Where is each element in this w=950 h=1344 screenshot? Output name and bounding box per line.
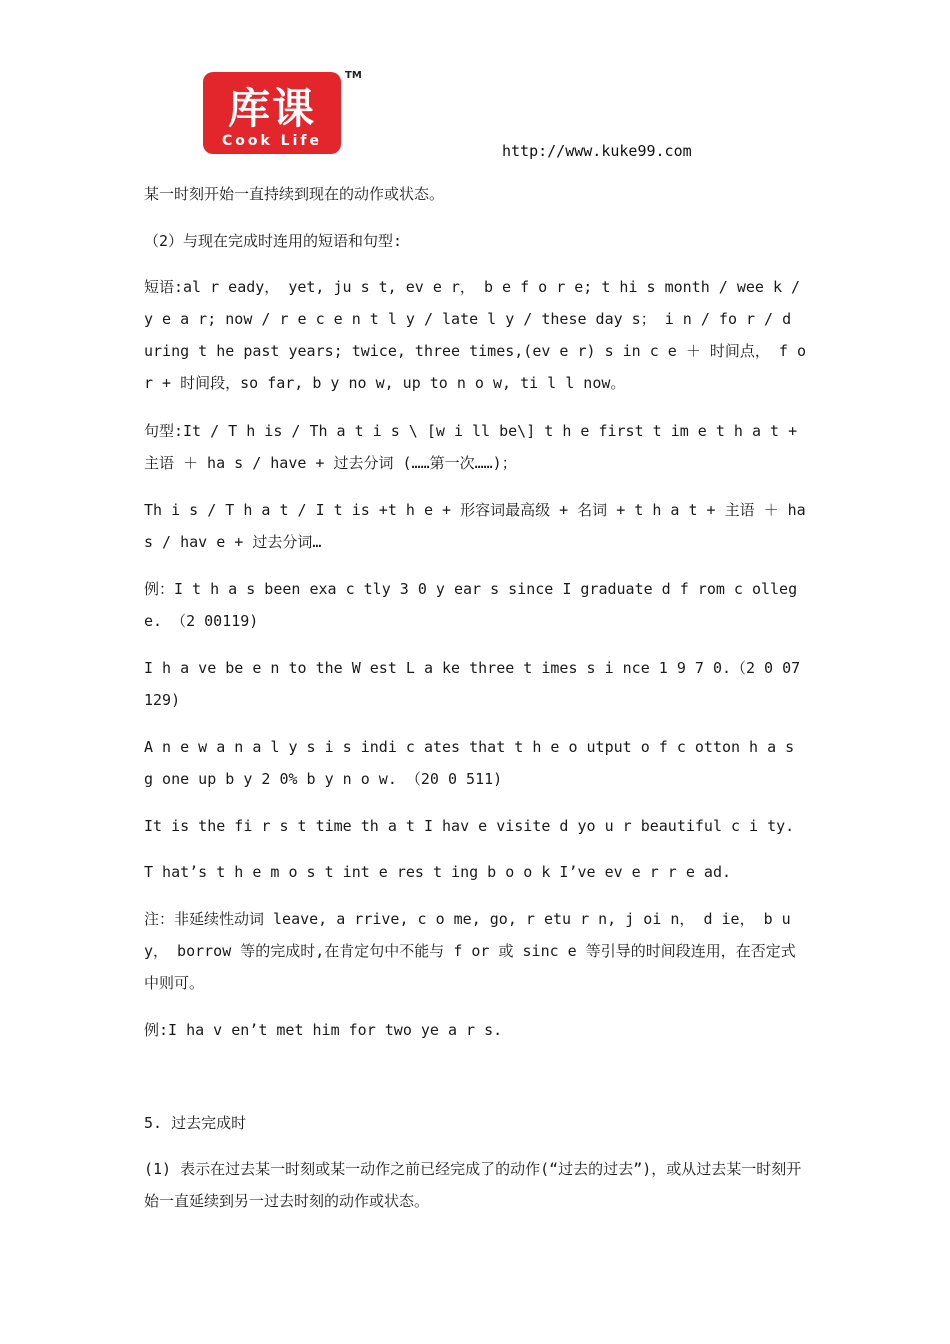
paragraph-example-4: It is the fi r s t time th a t I hav e visite d yo u r beautiful c i ty. bbox=[144, 817, 795, 835]
logo-badge bbox=[203, 72, 341, 154]
logo-english-text: Cook Life bbox=[221, 133, 322, 149]
trademark-mark: TM bbox=[345, 70, 362, 81]
section-heading-past-perfect: 5. 过去完成时 bbox=[144, 1114, 247, 1132]
paragraph-example-6: 例:I ha v en’t met him for two ye a r s. bbox=[144, 1021, 503, 1039]
paragraph-past-perfect-definition: (1) 表示在过去某一时刻或某一动作之前已经完成了的动作(“过去的过去”)，或从过去某一时刻开始一直延续到另一过去时刻的动作或状态。 bbox=[144, 1160, 802, 1210]
paragraph-example-3: A n e w a n a l y s i s indi c ates that t h e o utput o f c otton h a s g one up b y 2 0% b y n o w. （20 0 511) bbox=[144, 738, 795, 788]
paragraph-continuation: 某一时刻开始一直持续到现在的动作或状态。 bbox=[144, 185, 445, 203]
paragraph-example-2: I h a ve be e n to the W est L a ke three t imes s i nce 1 9 7 0.（2 0 07129) bbox=[144, 659, 801, 709]
paragraph-note: 注：非延续性动词 leave, a rrive, c o me, go, r etu r n, j oi n， d ie， b u y， borrow 等的完成时,在肯定句中不能与 f or 或 sinc e 等引导的时间段连用，在否定式中则可。 bbox=[144, 910, 796, 992]
paragraph-phrases: 短语:al r eady， yet, ju s t, ev e r， b e f o r e; t hi s month / wee k / y e a r; now / r e c e n t l y / late l y / these day s； i n / fo r / d uring t he past years; twice, three times,(ev e r) s in c e ＋ 时间点， f o r + 时间段，so far, b y no w, up to n o w, ti l l now。 bbox=[144, 278, 807, 392]
paragraph-example-5: T hat’s t h e m o s t int e res t ing b o o k I’ve ev e r r e ad. bbox=[144, 863, 731, 881]
paragraph-sentence-pattern-2: Th i s / T h a t / I t is +t h e + 形容词最高级 + 名词 + t h a t + 主语 ＋ has / hav e + 过去分词… bbox=[144, 501, 806, 551]
paragraph-section-heading: （2）与现在完成时连用的短语和句型: bbox=[144, 232, 403, 250]
paragraph-sentence-pattern-1: 句型:It / T h is / Th a t i s \ [w i ll be\] t h e first t im e t h a t + 主语 ＋ ha s / have + 过去分词 (……第一次……)； bbox=[144, 422, 798, 472]
logo-chinese-text: 库课 bbox=[227, 84, 316, 133]
paragraph-example-1: 例：I t h a s been exa c tly 3 0 y ear s since I graduate d f rom c ollege. （2 00119) bbox=[144, 580, 798, 630]
header-url: http://www.kuke99.com bbox=[502, 142, 692, 160]
